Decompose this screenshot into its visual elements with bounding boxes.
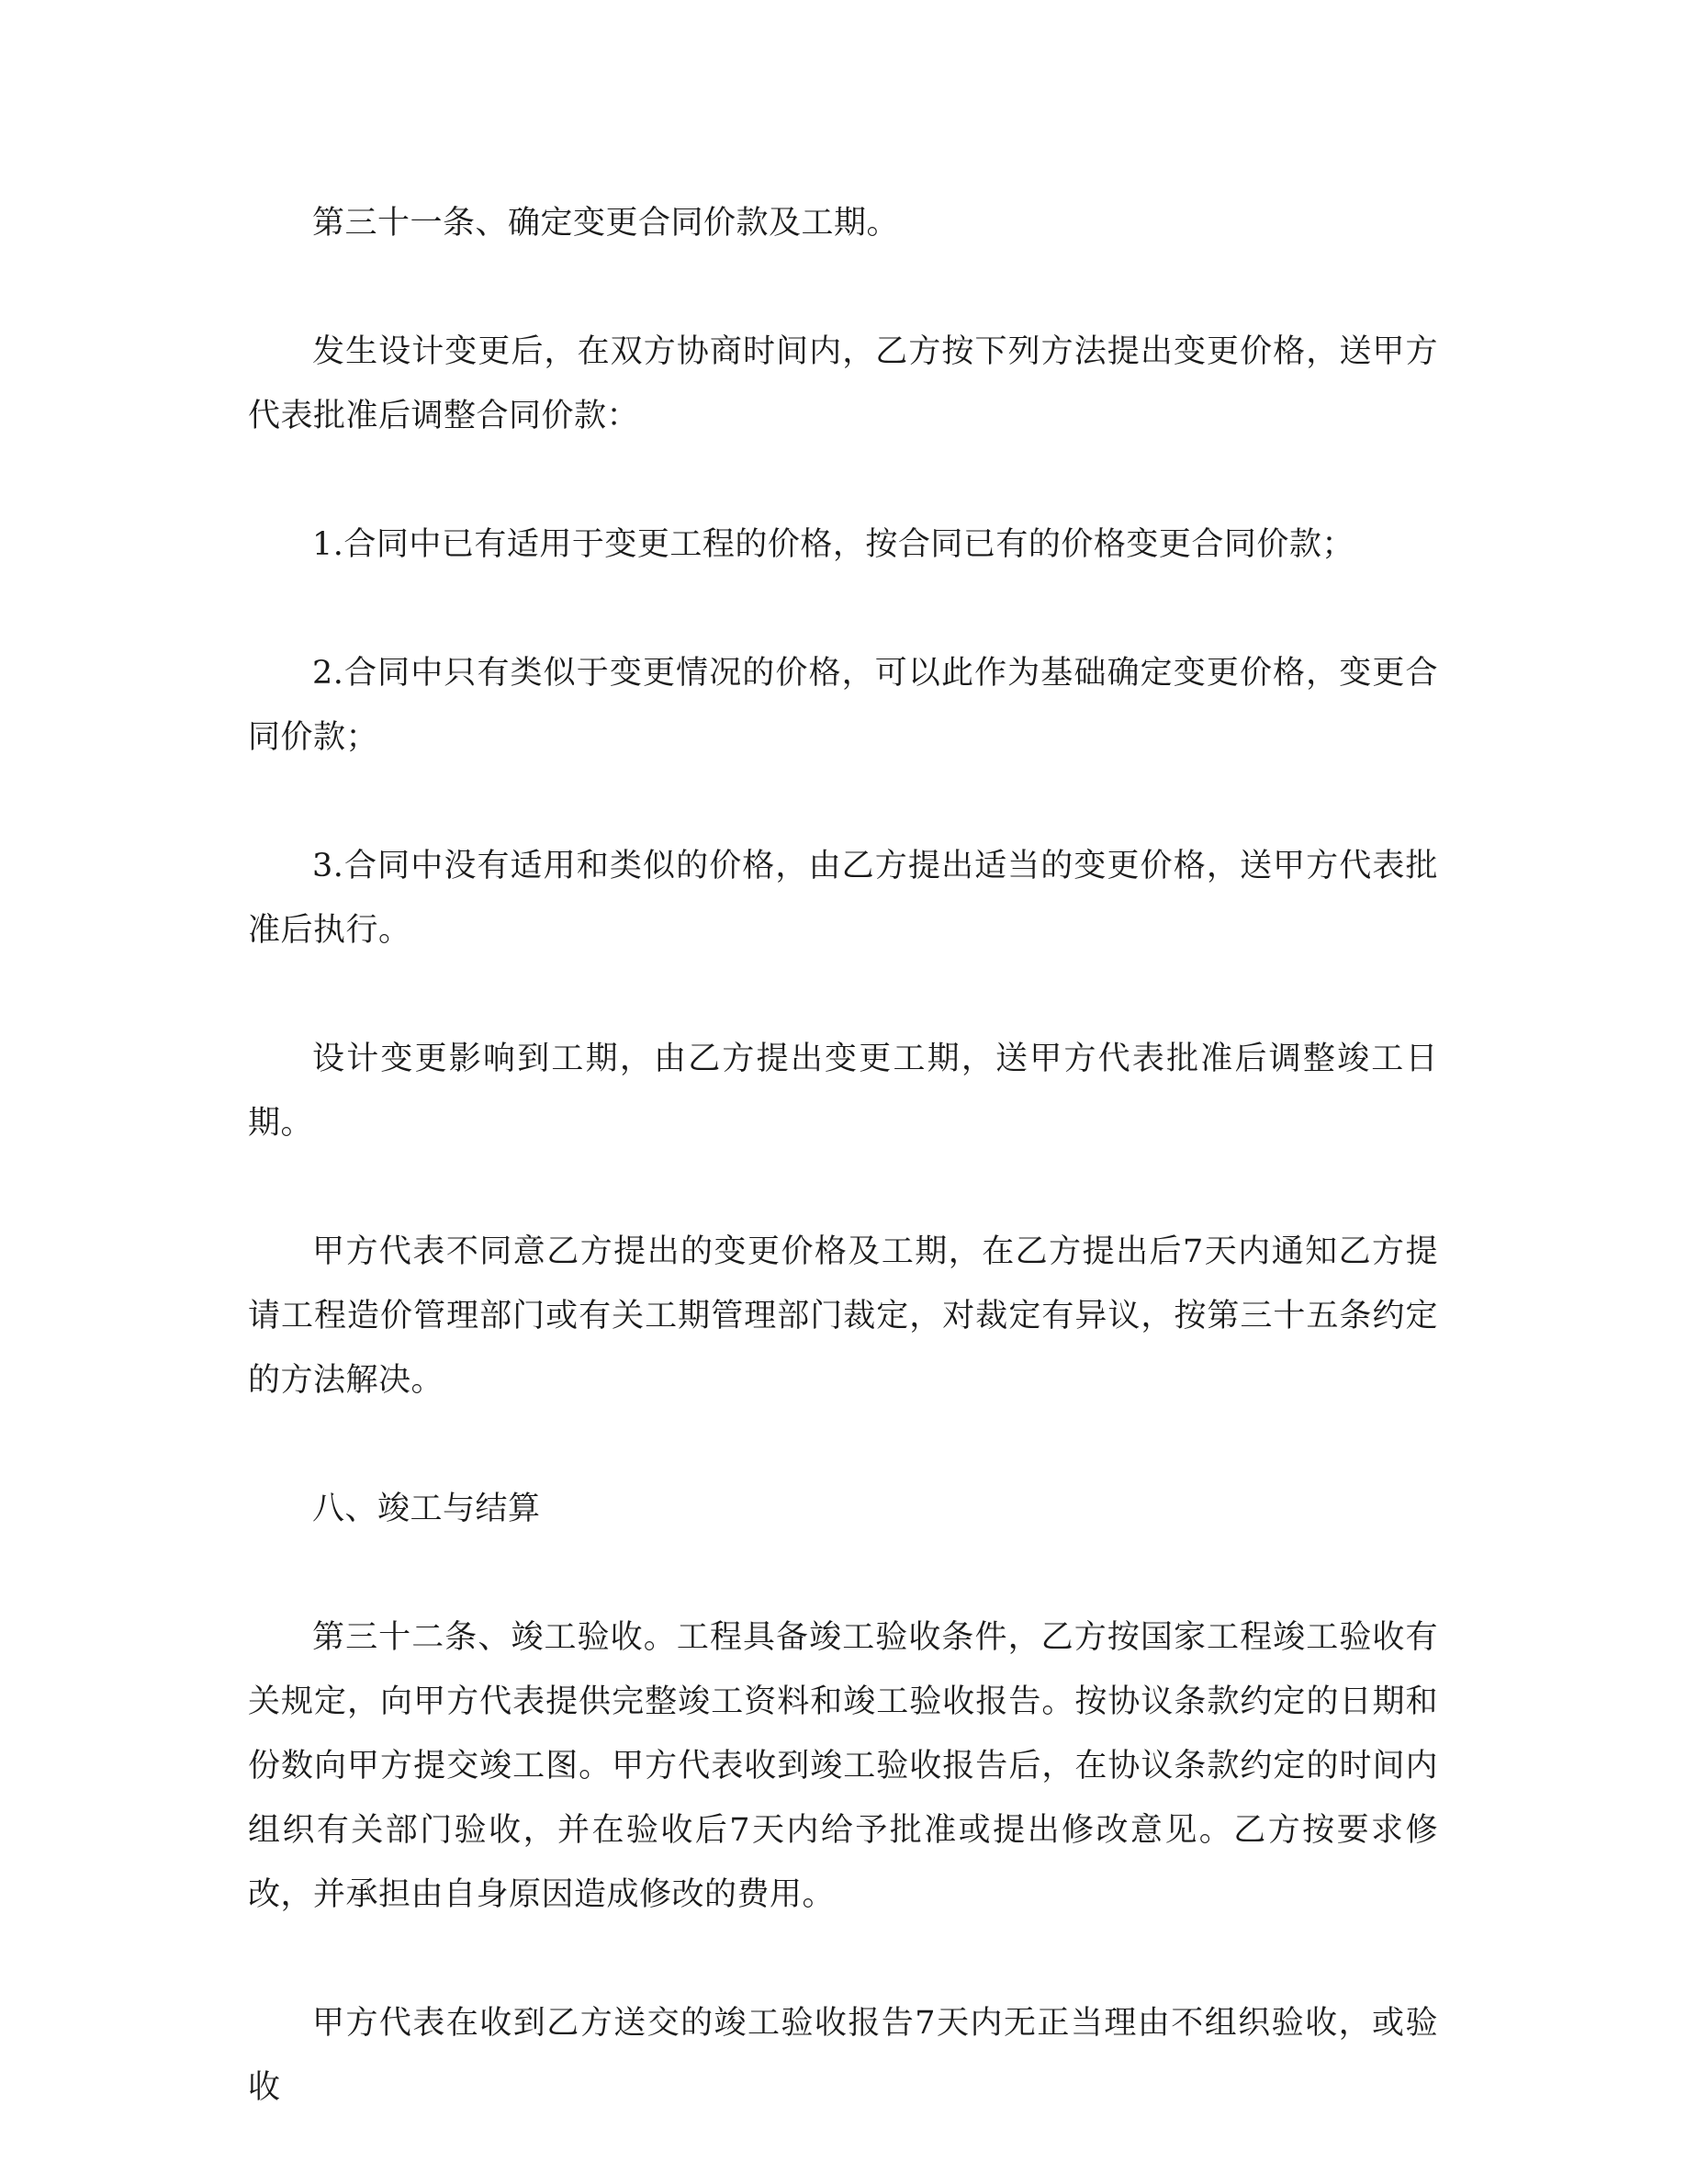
acceptance-report-paragraph: 甲方代表在收到乙方送交的竣工验收报告7天内无正当理由不组织验收，或验收 [248,2005,1438,2106]
article-31-heading: 第三十一条、确定变更合同价款及工期。 [312,205,900,242]
document-body [248,191,1438,2184]
dispute-paragraph: 甲方代表不同意乙方提出的变更价格及工期，在乙方提出后7天内通知乙方提请工程造价管理部门或有关工期管理部门裁定，对裁定有异议，按第三十五条约定的方法解决。 [248,1233,1438,1399]
list-item-3: 3.合同中没有适用和类似的价格，由乙方提出适当的变更价格，送甲方代表批准后执行。 [248,848,1438,949]
schedule-change-paragraph: 设计变更影响到工期，由乙方提出变更工期，送甲方代表批准后调整竣工日期。 [248,1041,1438,1142]
design-change-paragraph: 发生设计变更后，在双方协商时间内，乙方按下列方法提出变更价格，送甲方代表批准后调整合同价款： [248,333,1438,434]
list-item-1: 1.合同中已有适用于变更工程的价格，按合同已有的价格变更合同价款； [312,526,1354,563]
article-32-paragraph: 第三十二条、竣工验收。工程具备竣工验收条件，乙方按国家工程竣工验收有关规定，向甲方代表提供完整竣工资料和竣工验收报告。按协议条款约定的日期和份数向甲方提交竣工图。甲方代表收到竣工验收报告后，在协议条款约定的时间内组织有关部门验收，并在验收后7天内给予批准或提出修改意见。乙方按要求修改，并承担由自身原因造成修改的费用。 [248,1619,1438,1913]
list-item-2: 2.合同中只有类似于变更情况的价格，可以此作为基础确定变更价格，变更合同价款； [248,655,1438,756]
section-8-heading: 八、竣工与结算 [312,1491,541,1527]
